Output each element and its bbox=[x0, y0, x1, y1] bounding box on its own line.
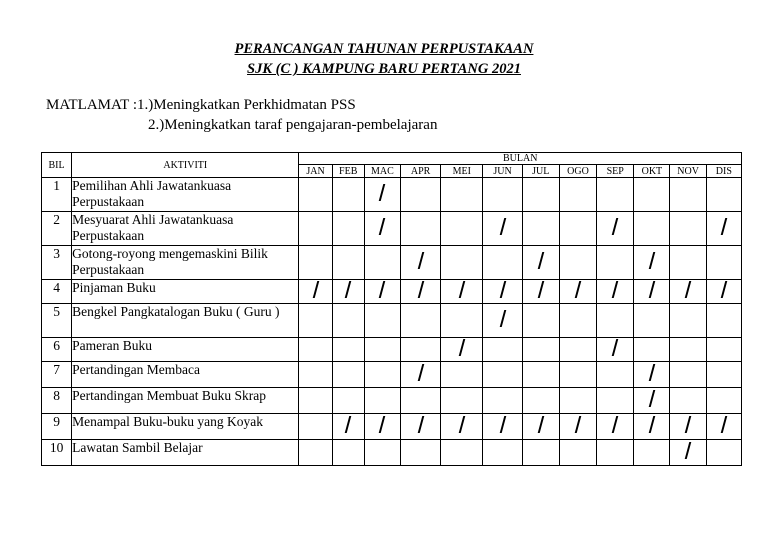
scheduled-mark bbox=[499, 416, 506, 433]
schedule-cell-dis bbox=[706, 304, 741, 338]
schedule-cell-jan bbox=[299, 388, 332, 414]
scheduled-mark bbox=[417, 416, 424, 433]
header-month-apr: APR bbox=[401, 165, 441, 178]
goal-line-2: 2.)Meningkatkan taraf pengajaran-pembelajaran bbox=[148, 117, 438, 133]
schedule-cell-feb bbox=[332, 440, 364, 466]
scheduled-mark bbox=[685, 416, 692, 433]
schedule-cell-jan bbox=[299, 178, 332, 212]
row-number: 8 bbox=[42, 388, 72, 414]
schedule-cell-jan bbox=[299, 440, 332, 466]
activity-name: Gotong-royong mengemaskini Bilik Perpustakaan bbox=[72, 246, 299, 280]
scheduled-mark bbox=[649, 252, 656, 269]
table-row bbox=[42, 178, 742, 212]
activity-name: Pertandingan Membaca bbox=[72, 362, 299, 388]
table-row bbox=[42, 212, 742, 246]
scheduled-mark bbox=[537, 416, 544, 433]
scheduled-mark bbox=[685, 442, 692, 459]
schedule-cell-mac bbox=[364, 338, 400, 362]
scheduled-mark bbox=[575, 281, 582, 298]
table-row bbox=[42, 440, 742, 466]
schedule-cell-sep bbox=[597, 362, 634, 388]
header-month-jul: JUL bbox=[522, 165, 559, 178]
header-activity: AKTIVITI bbox=[72, 153, 299, 178]
activity-name: Mesyuarat Ahli Jawatankuasa Perpustakaan bbox=[72, 212, 299, 246]
row-number: 5 bbox=[42, 304, 72, 338]
schedule-cell-feb bbox=[332, 414, 364, 440]
schedule-cell-dis bbox=[706, 338, 741, 362]
activity-name: Pinjaman Buku bbox=[72, 280, 299, 304]
schedule-cell-okt bbox=[634, 440, 670, 466]
schedule-cell-jul bbox=[522, 388, 559, 414]
schedule-cell-dis bbox=[706, 362, 741, 388]
schedule-cell-mac bbox=[364, 388, 400, 414]
schedule-cell-mac bbox=[364, 414, 400, 440]
scheduled-mark bbox=[721, 281, 728, 298]
row-number: 2 bbox=[42, 212, 72, 246]
table-row bbox=[42, 338, 742, 362]
header-month-jun: JUN bbox=[483, 165, 522, 178]
schedule-cell-mei bbox=[441, 212, 483, 246]
schedule-cell-apr bbox=[401, 414, 441, 440]
schedule-cell-mei bbox=[441, 304, 483, 338]
schedule-cell-dis bbox=[706, 280, 741, 304]
scheduled-mark bbox=[379, 218, 386, 235]
schedule-cell-apr bbox=[401, 280, 441, 304]
schedule-cell-jan bbox=[299, 304, 332, 338]
schedule-cell-jan bbox=[299, 414, 332, 440]
scheduled-mark bbox=[649, 416, 656, 433]
schedule-cell-nov bbox=[670, 338, 706, 362]
schedule-cell-nov bbox=[670, 362, 706, 388]
schedule-cell-okt bbox=[634, 246, 670, 280]
scheduled-mark bbox=[612, 218, 619, 235]
schedule-cell-jun bbox=[483, 440, 522, 466]
table-row bbox=[42, 388, 742, 414]
schedule-cell-okt bbox=[634, 304, 670, 338]
schedule-cell-jun bbox=[483, 212, 522, 246]
schedule-cell-okt bbox=[634, 212, 670, 246]
header-month-ogo: OGO bbox=[559, 165, 596, 178]
schedule-cell-ogo bbox=[559, 304, 596, 338]
schedule-cell-mei bbox=[441, 440, 483, 466]
schedule-cell-jul bbox=[522, 246, 559, 280]
schedule-cell-dis bbox=[706, 388, 741, 414]
schedule-cell-ogo bbox=[559, 280, 596, 304]
schedule-cell-nov bbox=[670, 440, 706, 466]
scheduled-mark bbox=[459, 281, 466, 298]
schedule-cell-jun bbox=[483, 388, 522, 414]
schedule-cell-ogo bbox=[559, 338, 596, 362]
scheduled-mark bbox=[499, 281, 506, 298]
schedule-cell-jun bbox=[483, 338, 522, 362]
schedule-cell-jun bbox=[483, 362, 522, 388]
row-number: 9 bbox=[42, 414, 72, 440]
schedule-cell-jun bbox=[483, 246, 522, 280]
scheduled-mark bbox=[379, 416, 386, 433]
activity-name: Pameran Buku bbox=[72, 338, 299, 362]
schedule-cell-mac bbox=[364, 440, 400, 466]
schedule-cell-feb bbox=[332, 178, 364, 212]
schedule-cell-mei bbox=[441, 178, 483, 212]
schedule-cell-mei bbox=[441, 246, 483, 280]
scheduled-mark bbox=[345, 416, 352, 433]
schedule-cell-apr bbox=[401, 440, 441, 466]
row-number: 4 bbox=[42, 280, 72, 304]
header-month-nov: NOV bbox=[670, 165, 706, 178]
schedule-cell-jul bbox=[522, 212, 559, 246]
schedule-cell-mei bbox=[441, 338, 483, 362]
schedule-cell-okt bbox=[634, 388, 670, 414]
schedule-cell-nov bbox=[670, 414, 706, 440]
header-month-mac: MAC bbox=[364, 165, 400, 178]
scheduled-mark bbox=[312, 281, 319, 298]
schedule-cell-okt bbox=[634, 362, 670, 388]
table-row bbox=[42, 362, 742, 388]
schedule-cell-jul bbox=[522, 178, 559, 212]
header-bil: BIL bbox=[42, 153, 72, 178]
document-title: PERANCANGAN TAHUNAN PERPUSTAKAAN bbox=[234, 41, 534, 57]
schedule-cell-sep bbox=[597, 246, 634, 280]
scheduled-mark bbox=[612, 339, 619, 356]
row-number: 10 bbox=[42, 440, 72, 466]
schedule-cell-ogo bbox=[559, 212, 596, 246]
schedule-cell-mac bbox=[364, 246, 400, 280]
schedule-cell-dis bbox=[706, 414, 741, 440]
schedule-cell-feb bbox=[332, 212, 364, 246]
annual-plan-table bbox=[41, 152, 742, 466]
table-row bbox=[42, 414, 742, 440]
schedule-cell-jul bbox=[522, 338, 559, 362]
scheduled-mark bbox=[499, 310, 506, 327]
schedule-cell-jun bbox=[483, 280, 522, 304]
scheduled-mark bbox=[649, 281, 656, 298]
schedule-cell-okt bbox=[634, 338, 670, 362]
schedule-cell-okt bbox=[634, 414, 670, 440]
header-month-jan: JAN bbox=[299, 165, 332, 178]
table-row bbox=[42, 304, 742, 338]
schedule-cell-mac bbox=[364, 212, 400, 246]
scheduled-mark bbox=[649, 390, 656, 407]
scheduled-mark bbox=[417, 281, 424, 298]
schedule-cell-sep bbox=[597, 178, 634, 212]
scheduled-mark bbox=[721, 218, 728, 235]
row-number: 7 bbox=[42, 362, 72, 388]
row-number: 6 bbox=[42, 338, 72, 362]
row-number: 1 bbox=[42, 178, 72, 212]
schedule-cell-mei bbox=[441, 280, 483, 304]
scheduled-mark bbox=[499, 218, 506, 235]
schedule-cell-sep bbox=[597, 440, 634, 466]
scheduled-mark bbox=[537, 252, 544, 269]
schedule-cell-nov bbox=[670, 280, 706, 304]
schedule-cell-okt bbox=[634, 280, 670, 304]
schedule-cell-feb bbox=[332, 246, 364, 280]
schedule-cell-mac bbox=[364, 362, 400, 388]
schedule-cell-apr bbox=[401, 178, 441, 212]
activity-name: Menampal Buku-buku yang Koyak bbox=[72, 414, 299, 440]
activity-name: Pertandingan Membuat Buku Skrap bbox=[72, 388, 299, 414]
scheduled-mark bbox=[537, 281, 544, 298]
schedule-cell-mac bbox=[364, 178, 400, 212]
scheduled-mark bbox=[721, 416, 728, 433]
scheduled-mark bbox=[417, 364, 424, 381]
header-month-feb: FEB bbox=[332, 165, 364, 178]
schedule-cell-dis bbox=[706, 212, 741, 246]
table-row bbox=[42, 280, 742, 304]
schedule-cell-ogo bbox=[559, 246, 596, 280]
document-subtitle: SJK (C ) KAMPUNG BARU PERTANG 2021 bbox=[247, 61, 521, 77]
activity-name: Bengkel Pangkatalogan Buku ( Guru ) bbox=[72, 304, 299, 338]
scheduled-mark bbox=[612, 281, 619, 298]
schedule-cell-dis bbox=[706, 440, 741, 466]
header-month-dis: DIS bbox=[706, 165, 741, 178]
schedule-cell-sep bbox=[597, 212, 634, 246]
schedule-cell-jun bbox=[483, 414, 522, 440]
header-month-mei: MEI bbox=[441, 165, 483, 178]
schedule-cell-okt bbox=[634, 178, 670, 212]
schedule-cell-mei bbox=[441, 362, 483, 388]
schedule-cell-mac bbox=[364, 304, 400, 338]
schedule-cell-jan bbox=[299, 280, 332, 304]
schedule-cell-jun bbox=[483, 178, 522, 212]
schedule-cell-feb bbox=[332, 338, 364, 362]
schedule-cell-nov bbox=[670, 388, 706, 414]
scheduled-mark bbox=[459, 416, 466, 433]
schedule-cell-feb bbox=[332, 304, 364, 338]
schedule-cell-nov bbox=[670, 246, 706, 280]
schedule-cell-ogo bbox=[559, 178, 596, 212]
schedule-cell-apr bbox=[401, 362, 441, 388]
schedule-cell-jan bbox=[299, 212, 332, 246]
schedule-cell-apr bbox=[401, 304, 441, 338]
schedule-cell-sep bbox=[597, 280, 634, 304]
schedule-cell-jun bbox=[483, 304, 522, 338]
activity-name: Pemilihan Ahli Jawatankuasa Perpustakaan bbox=[72, 178, 299, 212]
schedule-cell-sep bbox=[597, 338, 634, 362]
scheduled-mark bbox=[575, 416, 582, 433]
header-month-sep: SEP bbox=[597, 165, 634, 178]
schedule-cell-mac bbox=[364, 280, 400, 304]
schedule-cell-ogo bbox=[559, 388, 596, 414]
schedule-cell-jan bbox=[299, 246, 332, 280]
scheduled-mark bbox=[612, 416, 619, 433]
schedule-cell-dis bbox=[706, 178, 741, 212]
schedule-cell-nov bbox=[670, 212, 706, 246]
goal-line-1: MATLAMAT :1.)Meningkatkan Perkhidmatan PSS bbox=[46, 97, 356, 113]
scheduled-mark bbox=[345, 281, 352, 298]
scheduled-mark bbox=[379, 281, 386, 298]
schedule-cell-mei bbox=[441, 388, 483, 414]
schedule-cell-jul bbox=[522, 304, 559, 338]
schedule-cell-jul bbox=[522, 414, 559, 440]
scheduled-mark bbox=[379, 184, 386, 201]
schedule-cell-apr bbox=[401, 246, 441, 280]
table-row bbox=[42, 246, 742, 280]
row-number: 3 bbox=[42, 246, 72, 280]
scheduled-mark bbox=[649, 364, 656, 381]
schedule-cell-sep bbox=[597, 304, 634, 338]
schedule-cell-feb bbox=[332, 388, 364, 414]
schedule-cell-jul bbox=[522, 362, 559, 388]
scheduled-mark bbox=[459, 339, 466, 356]
schedule-cell-ogo bbox=[559, 414, 596, 440]
schedule-cell-apr bbox=[401, 212, 441, 246]
schedule-cell-nov bbox=[670, 178, 706, 212]
schedule-cell-ogo bbox=[559, 440, 596, 466]
schedule-cell-jan bbox=[299, 338, 332, 362]
schedule-cell-jul bbox=[522, 440, 559, 466]
schedule-cell-dis bbox=[706, 246, 741, 280]
schedule-cell-jan bbox=[299, 362, 332, 388]
schedule-cell-sep bbox=[597, 414, 634, 440]
schedule-cell-apr bbox=[401, 338, 441, 362]
schedule-cell-feb bbox=[332, 362, 364, 388]
schedule-cell-apr bbox=[401, 388, 441, 414]
scheduled-mark bbox=[685, 281, 692, 298]
schedule-cell-sep bbox=[597, 388, 634, 414]
header-month-group: BULAN bbox=[299, 153, 742, 165]
schedule-cell-jul bbox=[522, 280, 559, 304]
scheduled-mark bbox=[417, 252, 424, 269]
schedule-cell-mei bbox=[441, 414, 483, 440]
schedule-cell-ogo bbox=[559, 362, 596, 388]
schedule-cell-nov bbox=[670, 304, 706, 338]
activity-name: Lawatan Sambil Belajar bbox=[72, 440, 299, 466]
header-month-okt: OKT bbox=[634, 165, 670, 178]
schedule-cell-feb bbox=[332, 280, 364, 304]
